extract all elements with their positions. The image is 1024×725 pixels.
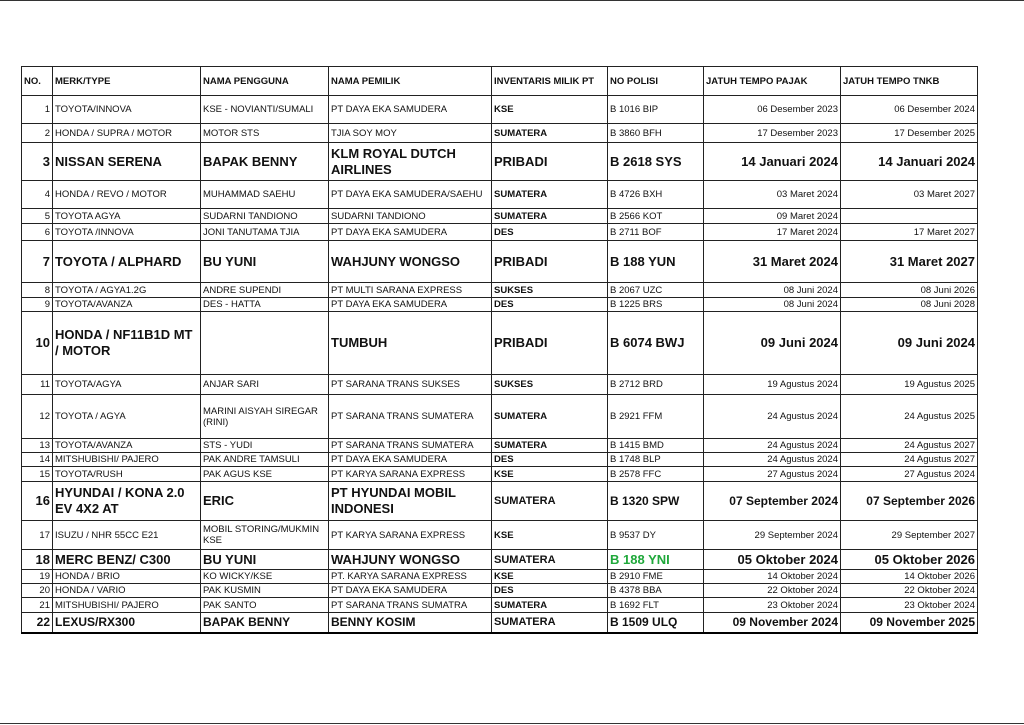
cell-no: 5: [22, 209, 53, 224]
header-pajak: JATUH TEMPO PAJAK: [704, 67, 841, 96]
cell-merk: HONDA / SUPRA / MOTOR: [53, 124, 201, 143]
cell-tnkb: 27 Agustus 2024: [841, 467, 978, 482]
cell-pemilik: PT KARYA SARANA EXPRESS: [329, 467, 492, 482]
cell-pengguna: KO WICKY/KSE: [201, 570, 329, 584]
header-inventaris: INVENTARIS MILIK PT: [492, 67, 608, 96]
cell-inventaris: DES: [492, 298, 608, 312]
table-row: [22, 439, 978, 453]
cell-merk: HONDA / NF11B1D MT / MOTOR: [53, 312, 201, 375]
table-row: [22, 482, 978, 521]
table-row: [22, 613, 978, 633]
cell-tnkb: 09 November 2025: [841, 613, 978, 633]
cell-pajak: 17 Maret 2024: [704, 224, 841, 241]
cell-tnkb: 23 Oktober 2024: [841, 598, 978, 613]
header-row: [22, 67, 978, 96]
cell-tnkb: 31 Maret 2027: [841, 241, 978, 283]
table-row: [22, 312, 978, 375]
cell-tnkb: 17 Desember 2025: [841, 124, 978, 143]
cell-polisi: B 2921 FFM: [608, 395, 704, 439]
cell-pemilik: PT. KARYA SARANA EXPRESS: [329, 570, 492, 584]
cell-pajak: 07 September 2024: [704, 482, 841, 521]
table-row: [22, 96, 978, 124]
table-row: [22, 584, 978, 598]
cell-merk: TOYOTA / AGYA: [53, 395, 201, 439]
cell-pajak: 09 Maret 2024: [704, 209, 841, 224]
cell-merk: TOYOTA /INNOVA: [53, 224, 201, 241]
cell-pemilik: WAHJUNY WONGSO: [329, 241, 492, 283]
cell-no: 20: [22, 584, 53, 598]
cell-polisi: B 188 YNI: [608, 550, 704, 570]
cell-pengguna: BAPAK BENNY: [201, 143, 329, 181]
cell-no: 10: [22, 312, 53, 375]
cell-inventaris: PRIBADI: [492, 241, 608, 283]
cell-pengguna: MOTOR STS: [201, 124, 329, 143]
table-row: [22, 209, 978, 224]
cell-no: 19: [22, 570, 53, 584]
cell-no: 12: [22, 395, 53, 439]
cell-no: 2: [22, 124, 53, 143]
cell-pajak: 14 Oktober 2024: [704, 570, 841, 584]
header-pemilik: NAMA PEMILIK: [329, 67, 492, 96]
cell-no: 17: [22, 521, 53, 550]
cell-no: 7: [22, 241, 53, 283]
cell-polisi: B 1748 BLP: [608, 453, 704, 467]
cell-pemilik: PT SARANA TRANS SUKSES: [329, 375, 492, 395]
table-row: [22, 521, 978, 550]
cell-polisi: B 2910 FME: [608, 570, 704, 584]
cell-no: 9: [22, 298, 53, 312]
table-row: [22, 570, 978, 584]
cell-polisi: B 4378 BBA: [608, 584, 704, 598]
cell-tnkb: 24 Agustus 2025: [841, 395, 978, 439]
table-row: [22, 598, 978, 613]
cell-no: 11: [22, 375, 53, 395]
header-no: NO.: [22, 67, 53, 96]
cell-inventaris: SUKSES: [492, 375, 608, 395]
cell-pajak: 05 Oktober 2024: [704, 550, 841, 570]
cell-pemilik: PT HYUNDAI MOBIL INDONESI: [329, 482, 492, 521]
table-row: [22, 124, 978, 143]
cell-polisi: B 3860 BFH: [608, 124, 704, 143]
cell-pengguna: [201, 312, 329, 375]
cell-pemilik: PT KARYA SARANA EXPRESS: [329, 521, 492, 550]
cell-merk: HONDA / REVO / MOTOR: [53, 181, 201, 209]
cell-merk: HONDA / BRIO: [53, 570, 201, 584]
cell-tnkb: 08 Juni 2026: [841, 283, 978, 298]
cell-merk: NISSAN SERENA: [53, 143, 201, 181]
cell-pajak: 14 Januari 2024: [704, 143, 841, 181]
cell-tnkb: 24 Agustus 2027: [841, 439, 978, 453]
cell-merk: TOYOTA/AVANZA: [53, 439, 201, 453]
cell-tnkb: 06 Desember 2024: [841, 96, 978, 124]
table-row: [22, 224, 978, 241]
cell-pemilik: BENNY KOSIM: [329, 613, 492, 633]
cell-polisi: B 188 YUN: [608, 241, 704, 283]
cell-polisi: B 1415 BMD: [608, 439, 704, 453]
cell-pajak: 24 Agustus 2024: [704, 439, 841, 453]
cell-merk: TOYOTA/RUSH: [53, 467, 201, 482]
cell-no: 8: [22, 283, 53, 298]
cell-pengguna: DES - HATTA: [201, 298, 329, 312]
cell-no: 4: [22, 181, 53, 209]
cell-polisi: B 2067 UZC: [608, 283, 704, 298]
cell-pemilik: PT MULTI SARANA EXPRESS: [329, 283, 492, 298]
cell-pemilik: PT DAYA EKA SAMUDERA/SAEHU: [329, 181, 492, 209]
table-row: [22, 241, 978, 283]
cell-pajak: 09 November 2024: [704, 613, 841, 633]
cell-pajak: 23 Oktober 2024: [704, 598, 841, 613]
cell-tnkb: 22 Oktober 2024: [841, 584, 978, 598]
cell-no: 22: [22, 613, 53, 633]
cell-pengguna: PAK AGUS KSE: [201, 467, 329, 482]
cell-pengguna: MARINI AISYAH SIREGAR (RINI): [201, 395, 329, 439]
cell-merk: MERC BENZ/ C300: [53, 550, 201, 570]
header-pengguna: NAMA PENGGUNA: [201, 67, 329, 96]
table-row: [22, 283, 978, 298]
cell-polisi: B 4726 BXH: [608, 181, 704, 209]
table-row: [22, 453, 978, 467]
bottom-border-line: [0, 723, 1024, 724]
vehicle-table: [21, 66, 978, 634]
cell-pengguna: PAK SANTO: [201, 598, 329, 613]
cell-inventaris: SUMATERA: [492, 181, 608, 209]
cell-pengguna: PAK KUSMIN: [201, 584, 329, 598]
cell-no: 13: [22, 439, 53, 453]
cell-inventaris: SUMATERA: [492, 482, 608, 521]
cell-merk: TOYOTA/AGYA: [53, 375, 201, 395]
cell-inventaris: DES: [492, 224, 608, 241]
table-row: [22, 181, 978, 209]
cell-merk: MITSHUBISHI/ PAJERO: [53, 453, 201, 467]
cell-merk: TOYOTA/INNOVA: [53, 96, 201, 124]
cell-pajak: 31 Maret 2024: [704, 241, 841, 283]
cell-pemilik: SUDARNI TANDIONO: [329, 209, 492, 224]
cell-tnkb: 14 Januari 2024: [841, 143, 978, 181]
cell-inventaris: KSE: [492, 521, 608, 550]
cell-tnkb: 07 September 2026: [841, 482, 978, 521]
header-tnkb: JATUH TEMPO TNKB: [841, 67, 978, 96]
cell-merk: TOYOTA / ALPHARD: [53, 241, 201, 283]
cell-pengguna: BU YUNI: [201, 550, 329, 570]
cell-pajak: 08 Juni 2024: [704, 298, 841, 312]
table-row: [22, 550, 978, 570]
table-row: [22, 467, 978, 482]
cell-polisi: B 1509 ULQ: [608, 613, 704, 633]
cell-pajak: 09 Juni 2024: [704, 312, 841, 375]
cell-polisi: B 2618 SYS: [608, 143, 704, 181]
cell-polisi: B 2712 BRD: [608, 375, 704, 395]
header-polisi: NO POLISI: [608, 67, 704, 96]
cell-merk: LEXUS/RX300: [53, 613, 201, 633]
cell-inventaris: SUMATERA: [492, 598, 608, 613]
cell-pemilik: PT SARANA TRANS SUMATRA: [329, 598, 492, 613]
cell-polisi: B 1016 BIP: [608, 96, 704, 124]
cell-pemilik: PT DAYA EKA SAMUDERA: [329, 224, 492, 241]
cell-inventaris: PRIBADI: [492, 312, 608, 375]
cell-no: 18: [22, 550, 53, 570]
cell-pemilik: PT SARANA TRANS SUMATERA: [329, 395, 492, 439]
table-row: [22, 395, 978, 439]
cell-tnkb: 24 Agustus 2027: [841, 453, 978, 467]
cell-polisi: B 2566 KOT: [608, 209, 704, 224]
cell-pemilik: WAHJUNY WONGSO: [329, 550, 492, 570]
cell-tnkb: 19 Agustus 2025: [841, 375, 978, 395]
cell-pajak: 24 Agustus 2024: [704, 395, 841, 439]
cell-pemilik: PT DAYA EKA SAMUDERA: [329, 298, 492, 312]
cell-merk: HONDA / VARIO: [53, 584, 201, 598]
cell-polisi: B 1692 FLT: [608, 598, 704, 613]
cell-polisi: B 1225 BRS: [608, 298, 704, 312]
cell-tnkb: 03 Maret 2027: [841, 181, 978, 209]
cell-no: 1: [22, 96, 53, 124]
cell-pajak: 29 September 2024: [704, 521, 841, 550]
cell-inventaris: KSE: [492, 467, 608, 482]
cell-pemilik: PT DAYA EKA SAMUDERA: [329, 584, 492, 598]
cell-pajak: 22 Oktober 2024: [704, 584, 841, 598]
cell-inventaris: KSE: [492, 570, 608, 584]
cell-inventaris: SUMATERA: [492, 395, 608, 439]
cell-pemilik: KLM ROYAL DUTCH AIRLINES: [329, 143, 492, 181]
cell-tnkb: 08 Juni 2028: [841, 298, 978, 312]
cell-pengguna: JONI TANUTAMA TJIA: [201, 224, 329, 241]
cell-pemilik: TJIA SOY MOY: [329, 124, 492, 143]
cell-pemilik: TUMBUH: [329, 312, 492, 375]
cell-merk: HYUNDAI / KONA 2.0 EV 4X2 AT: [53, 482, 201, 521]
cell-inventaris: KSE: [492, 96, 608, 124]
cell-no: 16: [22, 482, 53, 521]
cell-pajak: 19 Agustus 2024: [704, 375, 841, 395]
cell-inventaris: DES: [492, 584, 608, 598]
cell-polisi: B 6074 BWJ: [608, 312, 704, 375]
cell-inventaris: SUMATERA: [492, 613, 608, 633]
cell-inventaris: SUMATERA: [492, 209, 608, 224]
table-row: [22, 375, 978, 395]
cell-merk: MITSHUBISHI/ PAJERO: [53, 598, 201, 613]
cell-pengguna: MUHAMMAD SAEHU: [201, 181, 329, 209]
cell-pengguna: ERIC: [201, 482, 329, 521]
cell-pajak: 27 Agustus 2024: [704, 467, 841, 482]
cell-tnkb: 05 Oktober 2026: [841, 550, 978, 570]
cell-no: 14: [22, 453, 53, 467]
table-row: [22, 143, 978, 181]
cell-pajak: 06 Desember 2023: [704, 96, 841, 124]
cell-inventaris: SUMATERA: [492, 124, 608, 143]
cell-pajak: 17 Desember 2023: [704, 124, 841, 143]
cell-pengguna: MOBIL STORING/MUKMIN KSE: [201, 521, 329, 550]
cell-pemilik: PT SARANA TRANS SUMATERA: [329, 439, 492, 453]
cell-merk: TOYOTA / AGYA1.2G: [53, 283, 201, 298]
cell-inventaris: PRIBADI: [492, 143, 608, 181]
cell-pemilik: PT DAYA EKA SAMUDERA: [329, 453, 492, 467]
cell-pengguna: STS - YUDI: [201, 439, 329, 453]
cell-tnkb: 14 Oktober 2026: [841, 570, 978, 584]
cell-pengguna: ANDRE SUPENDI: [201, 283, 329, 298]
cell-no: 21: [22, 598, 53, 613]
cell-pajak: 03 Maret 2024: [704, 181, 841, 209]
cell-inventaris: SUKSES: [492, 283, 608, 298]
cell-no: 3: [22, 143, 53, 181]
cell-no: 6: [22, 224, 53, 241]
cell-tnkb: 17 Maret 2027: [841, 224, 978, 241]
cell-merk: TOYOTA AGYA: [53, 209, 201, 224]
cell-tnkb: [841, 209, 978, 224]
cell-pengguna: PAK ANDRE TAMSULI: [201, 453, 329, 467]
cell-pengguna: SUDARNI TANDIONO: [201, 209, 329, 224]
cell-pemilik: PT DAYA EKA SAMUDERA: [329, 96, 492, 124]
cell-tnkb: 09 Juni 2024: [841, 312, 978, 375]
cell-pengguna: ANJAR SARI: [201, 375, 329, 395]
cell-pengguna: KSE - NOVIANTI/SUMALI: [201, 96, 329, 124]
table-row: [22, 298, 978, 312]
cell-inventaris: SUMATERA: [492, 439, 608, 453]
header-merk: MERK/TYPE: [53, 67, 201, 96]
cell-inventaris: SUMATERA: [492, 550, 608, 570]
cell-polisi: B 1320 SPW: [608, 482, 704, 521]
cell-tnkb: 29 September 2027: [841, 521, 978, 550]
cell-merk: ISUZU / NHR 55CC E21: [53, 521, 201, 550]
cell-pajak: 24 Agustus 2024: [704, 453, 841, 467]
cell-merk: TOYOTA/AVANZA: [53, 298, 201, 312]
cell-pajak: 08 Juni 2024: [704, 283, 841, 298]
cell-pengguna: BU YUNI: [201, 241, 329, 283]
top-border-line: [0, 0, 1024, 1]
cell-no: 15: [22, 467, 53, 482]
cell-polisi: B 9537 DY: [608, 521, 704, 550]
cell-pengguna: BAPAK BENNY: [201, 613, 329, 633]
cell-polisi: B 2711 BOF: [608, 224, 704, 241]
cell-polisi: B 2578 FFC: [608, 467, 704, 482]
cell-inventaris: DES: [492, 453, 608, 467]
